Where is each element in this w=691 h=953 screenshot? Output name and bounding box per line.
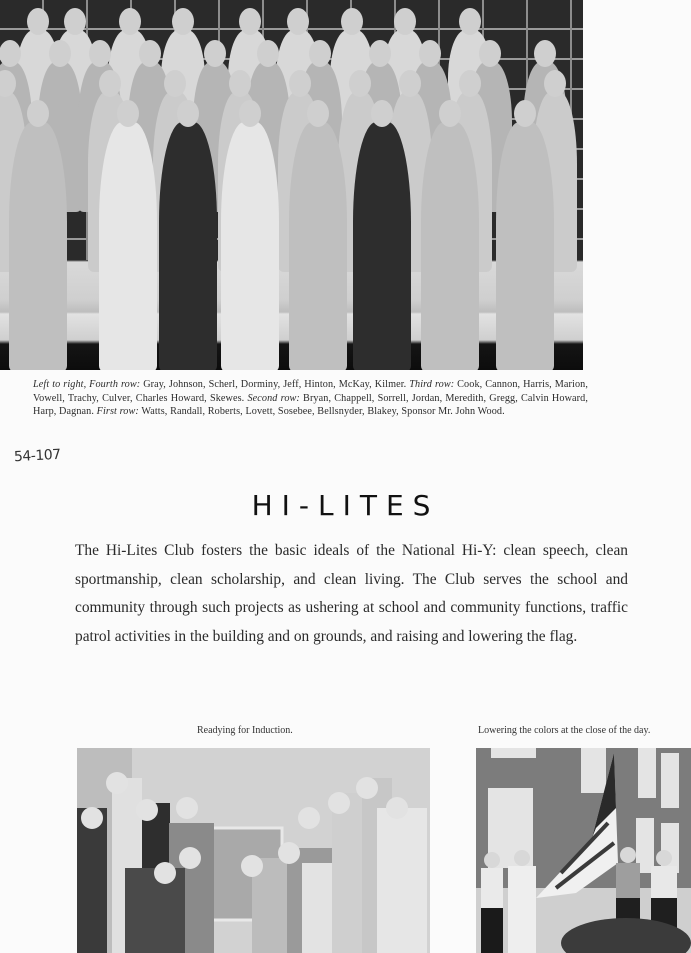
- member-head: [229, 70, 251, 97]
- club-member: [221, 122, 279, 370]
- member-head: [27, 8, 49, 35]
- club-member: [421, 122, 479, 370]
- club-member: [289, 122, 347, 370]
- member-head: [289, 70, 311, 97]
- member-head: [0, 40, 21, 67]
- caption-third-row: Cook, Cannon, Harris, Marion, Vowell, Trachy, Culver, Charles Howard, Skewes.: [33, 379, 588, 404]
- club-description: The Hi-Lites Club fosters the basic ideals of the National Hi-Y: clean speech, clean sportmanship, clean scholarship, and clean living. The Club serves the school and community through such projects as ushering at school and community functions, traffic patrol activities in the building and on grounds, and raising and lowering the flag.: [75, 542, 628, 645]
- induction-photo: [77, 748, 430, 953]
- member-head: [394, 8, 416, 35]
- member-head: [239, 8, 261, 35]
- member-head: [534, 40, 556, 67]
- member-head: [239, 100, 261, 127]
- induction-photo-caption: Readying for Induction.: [197, 725, 293, 736]
- member-head: [139, 40, 161, 67]
- page-title: HI-LITES: [251, 488, 440, 522]
- member-head: [117, 100, 139, 127]
- member-head: [257, 40, 279, 67]
- member-head: [514, 100, 536, 127]
- caption-first-row: Watts, Randall, Roberts, Lovett, Sosebee, Bellsnyder, Blakey, Sponsor Mr. John Wood.: [138, 406, 505, 418]
- member-head: [119, 8, 141, 35]
- caption-fourth-row: Gray, Johnson, Scherl, Dorminy, Jeff, Hinton, McKay, Kilmer.: [140, 379, 410, 390]
- caption-lead: Left to right, Fourth row:: [33, 379, 141, 390]
- member-head: [479, 40, 501, 67]
- member-head: [177, 100, 199, 127]
- member-head: [459, 70, 481, 97]
- member-head: [309, 40, 331, 67]
- flag-photo-caption: Lowering the colors at the close of the day.: [478, 725, 651, 736]
- member-head: [27, 100, 49, 127]
- caption-first-label: First row:: [96, 406, 139, 418]
- flag-lowering-photo: [476, 748, 691, 953]
- caption-third-label: Third row:: [409, 379, 455, 390]
- caption-second-row: Bryan, Chappell, Sorrell, Jordan, Meredith, Gregg, Calvin Howard, Harp, Dagnan.: [33, 392, 588, 418]
- member-head: [459, 8, 481, 35]
- member-head: [419, 40, 441, 67]
- caption-second-label: Second row:: [247, 392, 300, 404]
- member-head: [204, 40, 226, 67]
- member-head: [349, 70, 371, 97]
- member-head: [64, 8, 86, 35]
- member-head: [99, 70, 121, 97]
- member-head: [287, 8, 309, 35]
- member-head: [371, 100, 393, 127]
- member-head: [544, 70, 566, 97]
- club-member: [353, 122, 411, 370]
- club-member: [99, 122, 157, 370]
- handwritten-note: 54-107: [13, 446, 61, 466]
- member-head: [369, 40, 391, 67]
- flag-lowering-photo-image: [476, 748, 691, 953]
- club-member: [159, 122, 217, 370]
- club-member: [496, 122, 554, 370]
- group-photo: [0, 0, 583, 370]
- group-photo-caption: [33, 378, 588, 419]
- member-head: [439, 100, 461, 127]
- member-head: [399, 70, 421, 97]
- member-head: [172, 8, 194, 35]
- member-head: [307, 100, 329, 127]
- club-member: [9, 122, 67, 370]
- member-head: [164, 70, 186, 97]
- member-head: [49, 40, 71, 67]
- member-head: [89, 40, 111, 67]
- induction-photo-image: [77, 748, 430, 953]
- member-head: [341, 8, 363, 35]
